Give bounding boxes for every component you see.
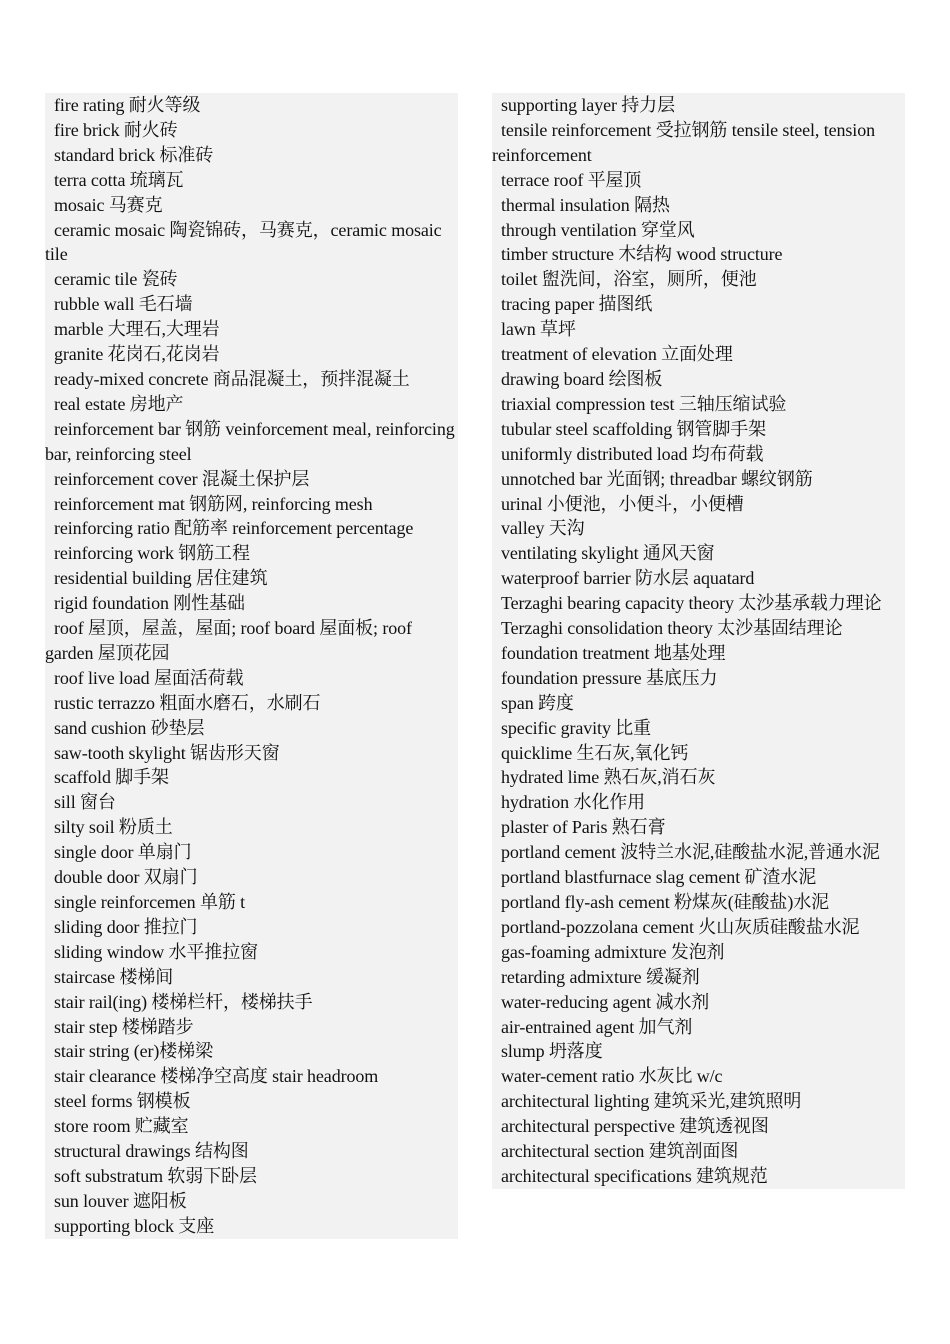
glossary-left-column — [45, 93, 458, 1239]
glossary-entry: tubular steel scaffolding 钢管脚手架 — [501, 418, 767, 439]
glossary-entry: air-entrained agent 加气剂 — [501, 1016, 693, 1037]
glossary-entry: residential building 居住建筑 — [54, 568, 268, 589]
glossary-entry: lawn 草坪 — [501, 319, 576, 340]
glossary-entry: specific gravity 比重 — [501, 717, 652, 738]
glossary-entry: water-cement ratio 水灰比 w/c — [501, 1066, 723, 1087]
glossary-entry: store room 贮藏室 — [54, 1116, 189, 1137]
glossary-entry: portland blastfurnace slag cement 矿渣水泥 — [501, 867, 817, 888]
glossary-right-column — [492, 93, 905, 1189]
glossary-entry: slump 坍落度 — [501, 1041, 603, 1062]
glossary-entry: architectural perspective 建筑透视图 — [501, 1116, 769, 1137]
glossary-entry: rigid foundation 刚性基础 — [54, 593, 245, 614]
glossary-entry: supporting block 支座 — [54, 1215, 215, 1236]
glossary-entry: double door 双扇门 — [54, 867, 198, 888]
glossary-entry: fire rating 耐火等级 — [54, 95, 201, 115]
glossary-entry: single door 单扇门 — [54, 842, 192, 863]
glossary-entry: uniformly distributed load 均布荷载 — [501, 443, 764, 464]
glossary-entry: reinforcement mat 钢筋网, reinforcing mesh — [54, 493, 373, 514]
glossary-entry: through ventilation 穿堂风 — [501, 219, 695, 240]
glossary-entry: valley 天沟 — [501, 518, 585, 539]
glossary-entry: quicklime 生石灰,氧化钙 — [501, 742, 689, 763]
glossary-entry: rustic terrazzo 粗面水磨石，水刷石 — [54, 692, 321, 713]
glossary-entry: ventilating skylight 通风天窗 — [501, 543, 715, 564]
glossary-entry: terra cotta 琉璃瓦 — [54, 169, 184, 190]
glossary-entry: stair rail(ing) 楼梯栏杆，楼梯扶手 — [54, 991, 313, 1012]
glossary-entry: terrace roof 平屋顶 — [501, 169, 642, 190]
glossary-entry: foundation pressure 基底压力 — [501, 667, 718, 688]
glossary-entry: ceramic mosaic 陶瓷锦砖，马赛克，ceramic mosaic tile — [45, 219, 442, 265]
glossary-entry: sill 窗台 — [54, 792, 116, 813]
glossary-entry: thermal insulation 隔热 — [501, 194, 670, 215]
glossary-entry: unnotched bar 光面钢; threadbar 螺纹钢筋 — [501, 468, 813, 489]
glossary-entry: real estate 房地产 — [54, 393, 184, 414]
glossary-entry: standard brick 标准砖 — [54, 144, 214, 165]
glossary-entry: hydrated lime 熟石灰,消石灰 — [501, 767, 716, 788]
glossary-entry: urinal 小便池，小便斗，小便槽 — [501, 493, 744, 514]
glossary-entry: roof 屋顶，屋盖，屋面; roof board 屋面板; roof garden 屋顶花园 — [45, 618, 412, 663]
glossary-entry: plaster of Paris 熟石膏 — [501, 817, 666, 838]
glossary-entry: waterproof barrier 防水层 aquatard — [501, 568, 755, 589]
glossary-entry: stair string (er)楼梯梁 — [54, 1041, 213, 1062]
glossary-entry: hydration 水化作用 — [501, 792, 646, 813]
glossary-entry: rubble wall 毛石墙 — [54, 294, 193, 315]
glossary-entry: timber structure 木结构 wood structure — [501, 244, 783, 265]
glossary-entry: portland cement 波特兰水泥,硅酸盐水泥,普通水泥 — [501, 842, 880, 863]
glossary-entry: architectural specifications 建筑规范 — [501, 1165, 768, 1186]
glossary-entry: toilet 盥洗间，浴室，厕所，便池 — [501, 269, 757, 290]
glossary-entry: tracing paper 描图纸 — [501, 294, 653, 315]
glossary-entry: ready-mixed concrete 商品混凝土，预拌混凝土 — [54, 368, 410, 389]
glossary-entry: steel forms 钢模板 — [54, 1091, 191, 1112]
glossary-entry: retarding admixture 缓凝剂 — [501, 966, 700, 987]
glossary-entry: staircase 楼梯间 — [54, 966, 174, 987]
glossary-entry: silty soil 粉质土 — [54, 817, 173, 838]
glossary-entry: Terzaghi consolidation theory 太沙基固结理论 — [501, 618, 843, 639]
glossary-entry: marble 大理石,大理岩 — [54, 319, 220, 340]
glossary-entry: sliding window 水平推拉窗 — [54, 941, 259, 962]
glossary-entry: span 跨度 — [501, 692, 574, 713]
glossary-entry: soft substratum 软弱下卧层 — [54, 1165, 257, 1186]
glossary-entry: foundation treatment 地基处理 — [501, 642, 726, 663]
glossary-entry: reinforcing ratio 配筋率 reinforcement percentage — [54, 518, 414, 539]
glossary-entry: stair clearance 楼梯净空高度 stair headroom — [54, 1066, 379, 1087]
glossary-entry: sand cushion 砂垫层 — [54, 717, 205, 738]
glossary-entry: granite 花岗石,花岗岩 — [54, 344, 220, 365]
glossary-entry: reinforcement bar 钢筋 veinforcement meal, reinforcing bar, reinforcing steel — [45, 418, 455, 464]
glossary-entry: drawing board 绘图板 — [501, 368, 663, 389]
glossary-entry: Terzaghi bearing capacity theory 太沙基承载力理论 — [501, 593, 882, 614]
glossary-entry: sun louver 遮阳板 — [54, 1190, 187, 1211]
glossary-entry: water-reducing agent 减水剂 — [501, 991, 710, 1012]
glossary-entry: architectural lighting 建筑采光,建筑照明 — [501, 1091, 802, 1112]
glossary-entry: ceramic tile 瓷砖 — [54, 269, 178, 290]
glossary-entry: portland-pozzolana cement 火山灰质硅酸盐水泥 — [501, 916, 860, 937]
glossary-entry: sliding door 推拉门 — [54, 916, 198, 937]
glossary-entry: tensile reinforcement 受拉钢筋 tensile steel, tension reinforcement — [492, 119, 875, 165]
glossary-entry: single reinforcemen 单筋 t — [54, 892, 246, 912]
glossary-entry: fire brick 耐火砖 — [54, 119, 178, 140]
glossary-entry: treatment of elevation 立面处理 — [501, 344, 733, 365]
glossary-entry: roof live load 屋面活荷载 — [54, 667, 244, 688]
glossary-entry: saw-tooth skylight 锯齿形天窗 — [54, 742, 280, 763]
glossary-entry: architectural section 建筑剖面图 — [501, 1141, 739, 1162]
glossary-entry: mosaic 马赛克 — [54, 194, 163, 215]
glossary-entry: gas-foaming admixture 发泡剂 — [501, 941, 725, 962]
glossary-entry: reinforcement cover 混凝土保护层 — [54, 468, 310, 489]
glossary-entry: portland fly-ash cement 粉煤灰(硅酸盐)水泥 — [501, 892, 830, 912]
glossary-entry: structural drawings 结构图 — [54, 1141, 249, 1162]
glossary-entry: stair step 楼梯踏步 — [54, 1016, 194, 1037]
glossary-entry: scaffold 脚手架 — [54, 767, 169, 788]
glossary-entry: reinforcing work 钢筋工程 — [54, 543, 250, 564]
glossary-entry: supporting layer 持力层 — [501, 95, 675, 115]
glossary-entry: triaxial compression test 三轴压缩试验 — [501, 393, 787, 414]
